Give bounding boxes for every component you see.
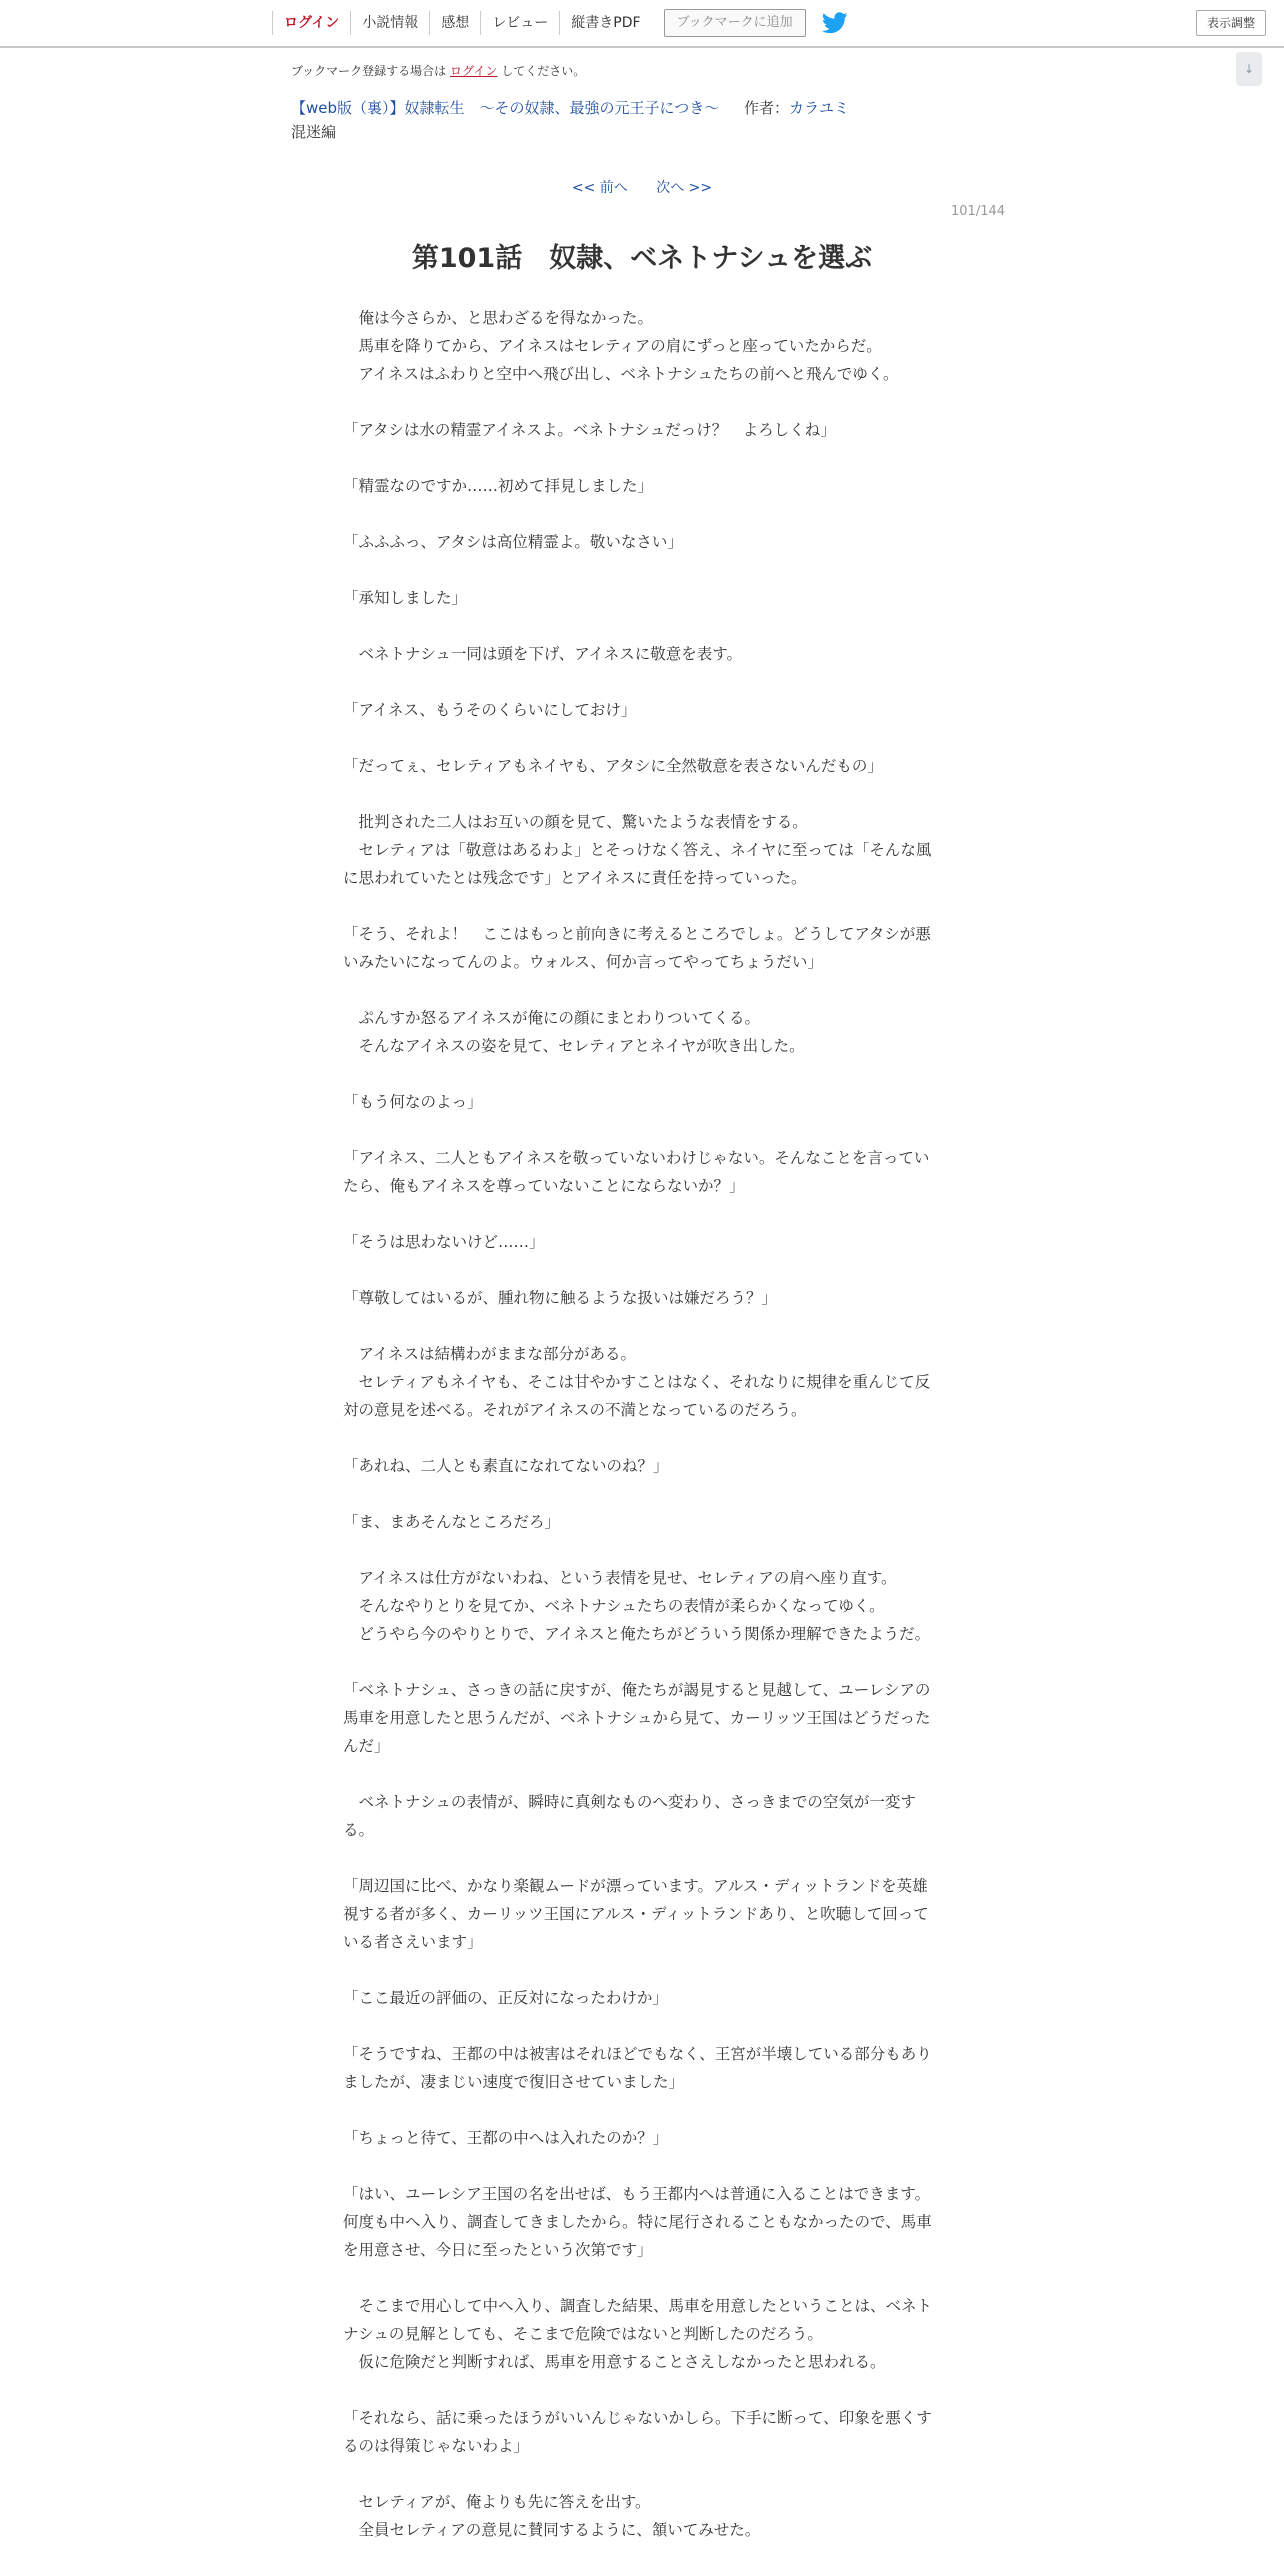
paragraph: セレティアは「敬意はあるわよ」とそっけなく答え、ネイヤに至っては「そんな風に思われていたとは残念です」とアイネスに責任を持っていった。 xyxy=(343,841,932,887)
paragraph-gap xyxy=(343,2012,941,2040)
paragraph: 「そうですね、王都の中は被害はそれほどでもなく、王宮が半壊している部分もありましたが、凄まじい速度で復旧させていました」 xyxy=(343,2045,932,2091)
paragraph: 「ま、まあそんなところだろ」 xyxy=(343,1513,561,1531)
paragraph-gap xyxy=(343,500,941,528)
paragraph-gap xyxy=(343,1256,941,1284)
series-title-link[interactable]: 【web版（裏）】奴隷転生 ～その奴隷、最強の元王子につき～ xyxy=(291,99,720,117)
paragraph-gap xyxy=(343,2264,941,2292)
add-bookmark-button[interactable]: ブックマークに追加 xyxy=(664,9,806,37)
paragraph: 「ふふふっ、アタシは高位精霊よ。敬いなさい」 xyxy=(343,533,683,551)
top-navbar xyxy=(0,0,1284,48)
paragraph-gap xyxy=(343,2460,941,2488)
paragraph: 「ベネトナシュ、さっきの話に戻すが、俺たちが謁見すると見越して、ユーレシアの馬車を用意したと思うんだが、ベネトナシュから見て、カーリッツ王国はどうだったんだ」 xyxy=(343,1681,931,1755)
impressions-link[interactable]: 感想 xyxy=(429,11,480,35)
paragraph-gap xyxy=(343,1116,941,1144)
paragraph-gap xyxy=(343,1480,941,1508)
review-link[interactable]: レビュー xyxy=(480,11,559,35)
paragraph: ベネトナシュの表情が、瞬時に真剣なものへ変わり、さっきまでの空気が一変する。 xyxy=(343,1793,916,1839)
paragraph: アイネスはふわりと空中へ飛び出し、ベネトナシュたちの前へと飛んでゆく。 xyxy=(343,365,899,383)
author-link[interactable]: カラユミ xyxy=(789,99,850,117)
paragraph-gap xyxy=(343,1060,941,1088)
prev-chapter-link[interactable]: << 前へ xyxy=(571,180,628,196)
paragraph-gap xyxy=(343,892,941,920)
paragraph: セレティアが、俺よりも先に答えを出す。 xyxy=(343,2493,651,2511)
paragraph-gap xyxy=(343,2152,941,2180)
paragraph: 「あれね、二人とも素直になれてないのね？」 xyxy=(343,1457,669,1475)
paragraph-gap xyxy=(343,724,941,752)
nav-menu xyxy=(272,0,848,46)
arc-title: 混迷編 xyxy=(291,123,337,141)
series-header xyxy=(291,97,849,118)
next-chapter-link[interactable]: 次へ >> xyxy=(656,180,713,196)
author-label: 作者： xyxy=(744,99,790,117)
paragraph-gap xyxy=(343,668,941,696)
paragraph: 「アイネス、二人ともアイネスを敬っていないわけじゃない。そんなことを言っていたら、俺もアイネスを尊っていないことにならないか？」 xyxy=(343,1149,930,1195)
chapter-counter: 101/144 xyxy=(951,204,1006,219)
notice-text-before: ブックマーク登録する場合は xyxy=(291,64,447,78)
paragraph: 「尊敬してはいるが、腫れ物に触るような扱いは嫌だろう？」 xyxy=(343,1289,778,1307)
paragraph: そこまで用心して中へ入り、調査した結果、馬車を用意したということは、ベネトナシュの見解としても、そこまで危険ではないと判断したのだろう。 xyxy=(343,2297,933,2343)
paragraph: 俺は今さらか、と思わざるを得なかった。 xyxy=(343,309,654,327)
paragraph-gap xyxy=(343,1424,941,1452)
paragraph: ぷんすか怒るアイネスが俺にの顔にまとわりついてくる。 xyxy=(343,1009,760,1027)
paragraph-gap xyxy=(343,1648,941,1676)
paragraph: 仮に危険だと判断すれば、馬車を用意することさえしなかったと思われる。 xyxy=(343,2353,886,2371)
paragraph: アイネスは仕方がないわね、という表情を見せ、セレティアの肩へ座り直す。 xyxy=(343,1569,897,1587)
login-notice xyxy=(291,62,585,79)
paragraph-gap xyxy=(343,976,941,1004)
paragraph: 馬車を降りてから、アイネスはセレティアの肩にずっと座っていたからだ。 xyxy=(343,337,882,355)
paragraph: 「そうは思わないけど……」 xyxy=(343,1233,545,1251)
paragraph-gap xyxy=(343,1844,941,1872)
notice-text-after: してください。 xyxy=(501,64,586,78)
paragraph-gap xyxy=(343,556,941,584)
paragraph: アイネスは結構わがままな部分がある。 xyxy=(343,1345,636,1363)
paragraph: そんなやりとりを見てか、ベネトナシュたちの表情が柔らかくなってゆく。 xyxy=(343,1597,885,1615)
paragraph: ベネトナシュ一同は頭を下げ、アイネスに敬意を表す。 xyxy=(343,645,742,663)
paragraph: 「だってぇ、セレティアもネイヤも、アタシに全然敬意を表さないんだもの」 xyxy=(343,757,883,775)
chapter-title: 第101話 奴隷、ベネトナシュを選ぶ xyxy=(411,243,873,274)
paragraph: 「もう何なのよっ」 xyxy=(343,1093,483,1111)
chapter-pager xyxy=(0,177,1284,197)
paragraph: どうやら今のやりとりで、アイネスと俺たちがどういう関係か理解できたようだ。 xyxy=(343,1625,931,1643)
paragraph: 「周辺国に比べ、かなり楽観ムードが漂っています。アルス・ディットランドを英雄視する者が多く、カーリッツ王国にアルス・ディットランドあり、と吹聴して回っている者さえいます」 xyxy=(343,1877,929,1951)
scroll-down-button[interactable]: ↓ xyxy=(1236,52,1262,86)
paragraph: 「アイネス、もうそのくらいにしておけ」 xyxy=(343,701,637,719)
paragraph-gap xyxy=(343,780,941,808)
paragraph-gap xyxy=(343,2096,941,2124)
paragraph: 全員セレティアの意見に賛同するように、頷いてみせた。 xyxy=(343,2521,761,2539)
paragraph: 「ここ最近の評価の、正反対になったわけか」 xyxy=(343,1989,668,2007)
paragraph: 「精霊なのですか……初めて拝見しました」 xyxy=(343,477,654,495)
paragraph-gap xyxy=(343,444,941,472)
login-link[interactable]: ログイン xyxy=(272,11,350,35)
novel-info-link[interactable]: 小説情報 xyxy=(350,11,429,35)
twitter-bird-icon[interactable] xyxy=(822,12,848,34)
paragraph-gap xyxy=(343,388,941,416)
paragraph: 批判された二人はお互いの顔を見て、驚いたような表情をする。 xyxy=(343,813,808,831)
paragraph-gap xyxy=(343,2376,941,2404)
paragraph-gap xyxy=(343,1956,941,1984)
paragraph-gap xyxy=(343,1760,941,1788)
paragraph: 「ちょっと待て、王都の中へは入れたのか？」 xyxy=(343,2129,669,2147)
notice-login-link[interactable]: ログイン xyxy=(450,64,498,78)
paragraph: 「承知しました」 xyxy=(343,589,468,607)
paragraph: 「アタシは水の精霊アイネスよ。ベネトナシュだっけ？ よろしくね」 xyxy=(343,421,836,439)
paragraph: 「はい、ユーレシア王国の名を出せば、もう王都内へは普通に入ることはできます。何度も中へ入り、調査してきましたから。特に尾行されることもなかったので、馬車を用意させ、今日に至ったという次第です」 xyxy=(343,2185,932,2259)
paragraph-gap xyxy=(343,1312,941,1340)
paragraph-gap xyxy=(343,612,941,640)
paragraph: 「そう、それよ！ ここはもっと前向きに考えるところでしょ。どうしてアタシが悪いみたいになってんのよ。ウォルス、何か言ってやってちょうだい」 xyxy=(343,925,931,971)
paragraph-gap xyxy=(343,1536,941,1564)
paragraph: 「それなら、話に乗ったほうがいいんじゃないかしら。下手に断って、印象を悪くするのは得策じゃないわよ」 xyxy=(343,2409,932,2455)
paragraph-gap xyxy=(343,1200,941,1228)
vertical-pdf-link[interactable]: 縦書きPDF xyxy=(559,11,651,35)
paragraph: セレティアもネイヤも、そこは甘やかすことはなく、それなりに規律を重んじて反対の意見を述べる。それがアイネスの不満となっているのだろう。 xyxy=(343,1373,931,1419)
display-settings-button[interactable]: 表示調整 xyxy=(1196,10,1266,36)
chapter-body xyxy=(343,304,941,2544)
paragraph: そんなアイネスの姿を見て、セレティアとネイヤが吹き出した。 xyxy=(343,1037,805,1055)
